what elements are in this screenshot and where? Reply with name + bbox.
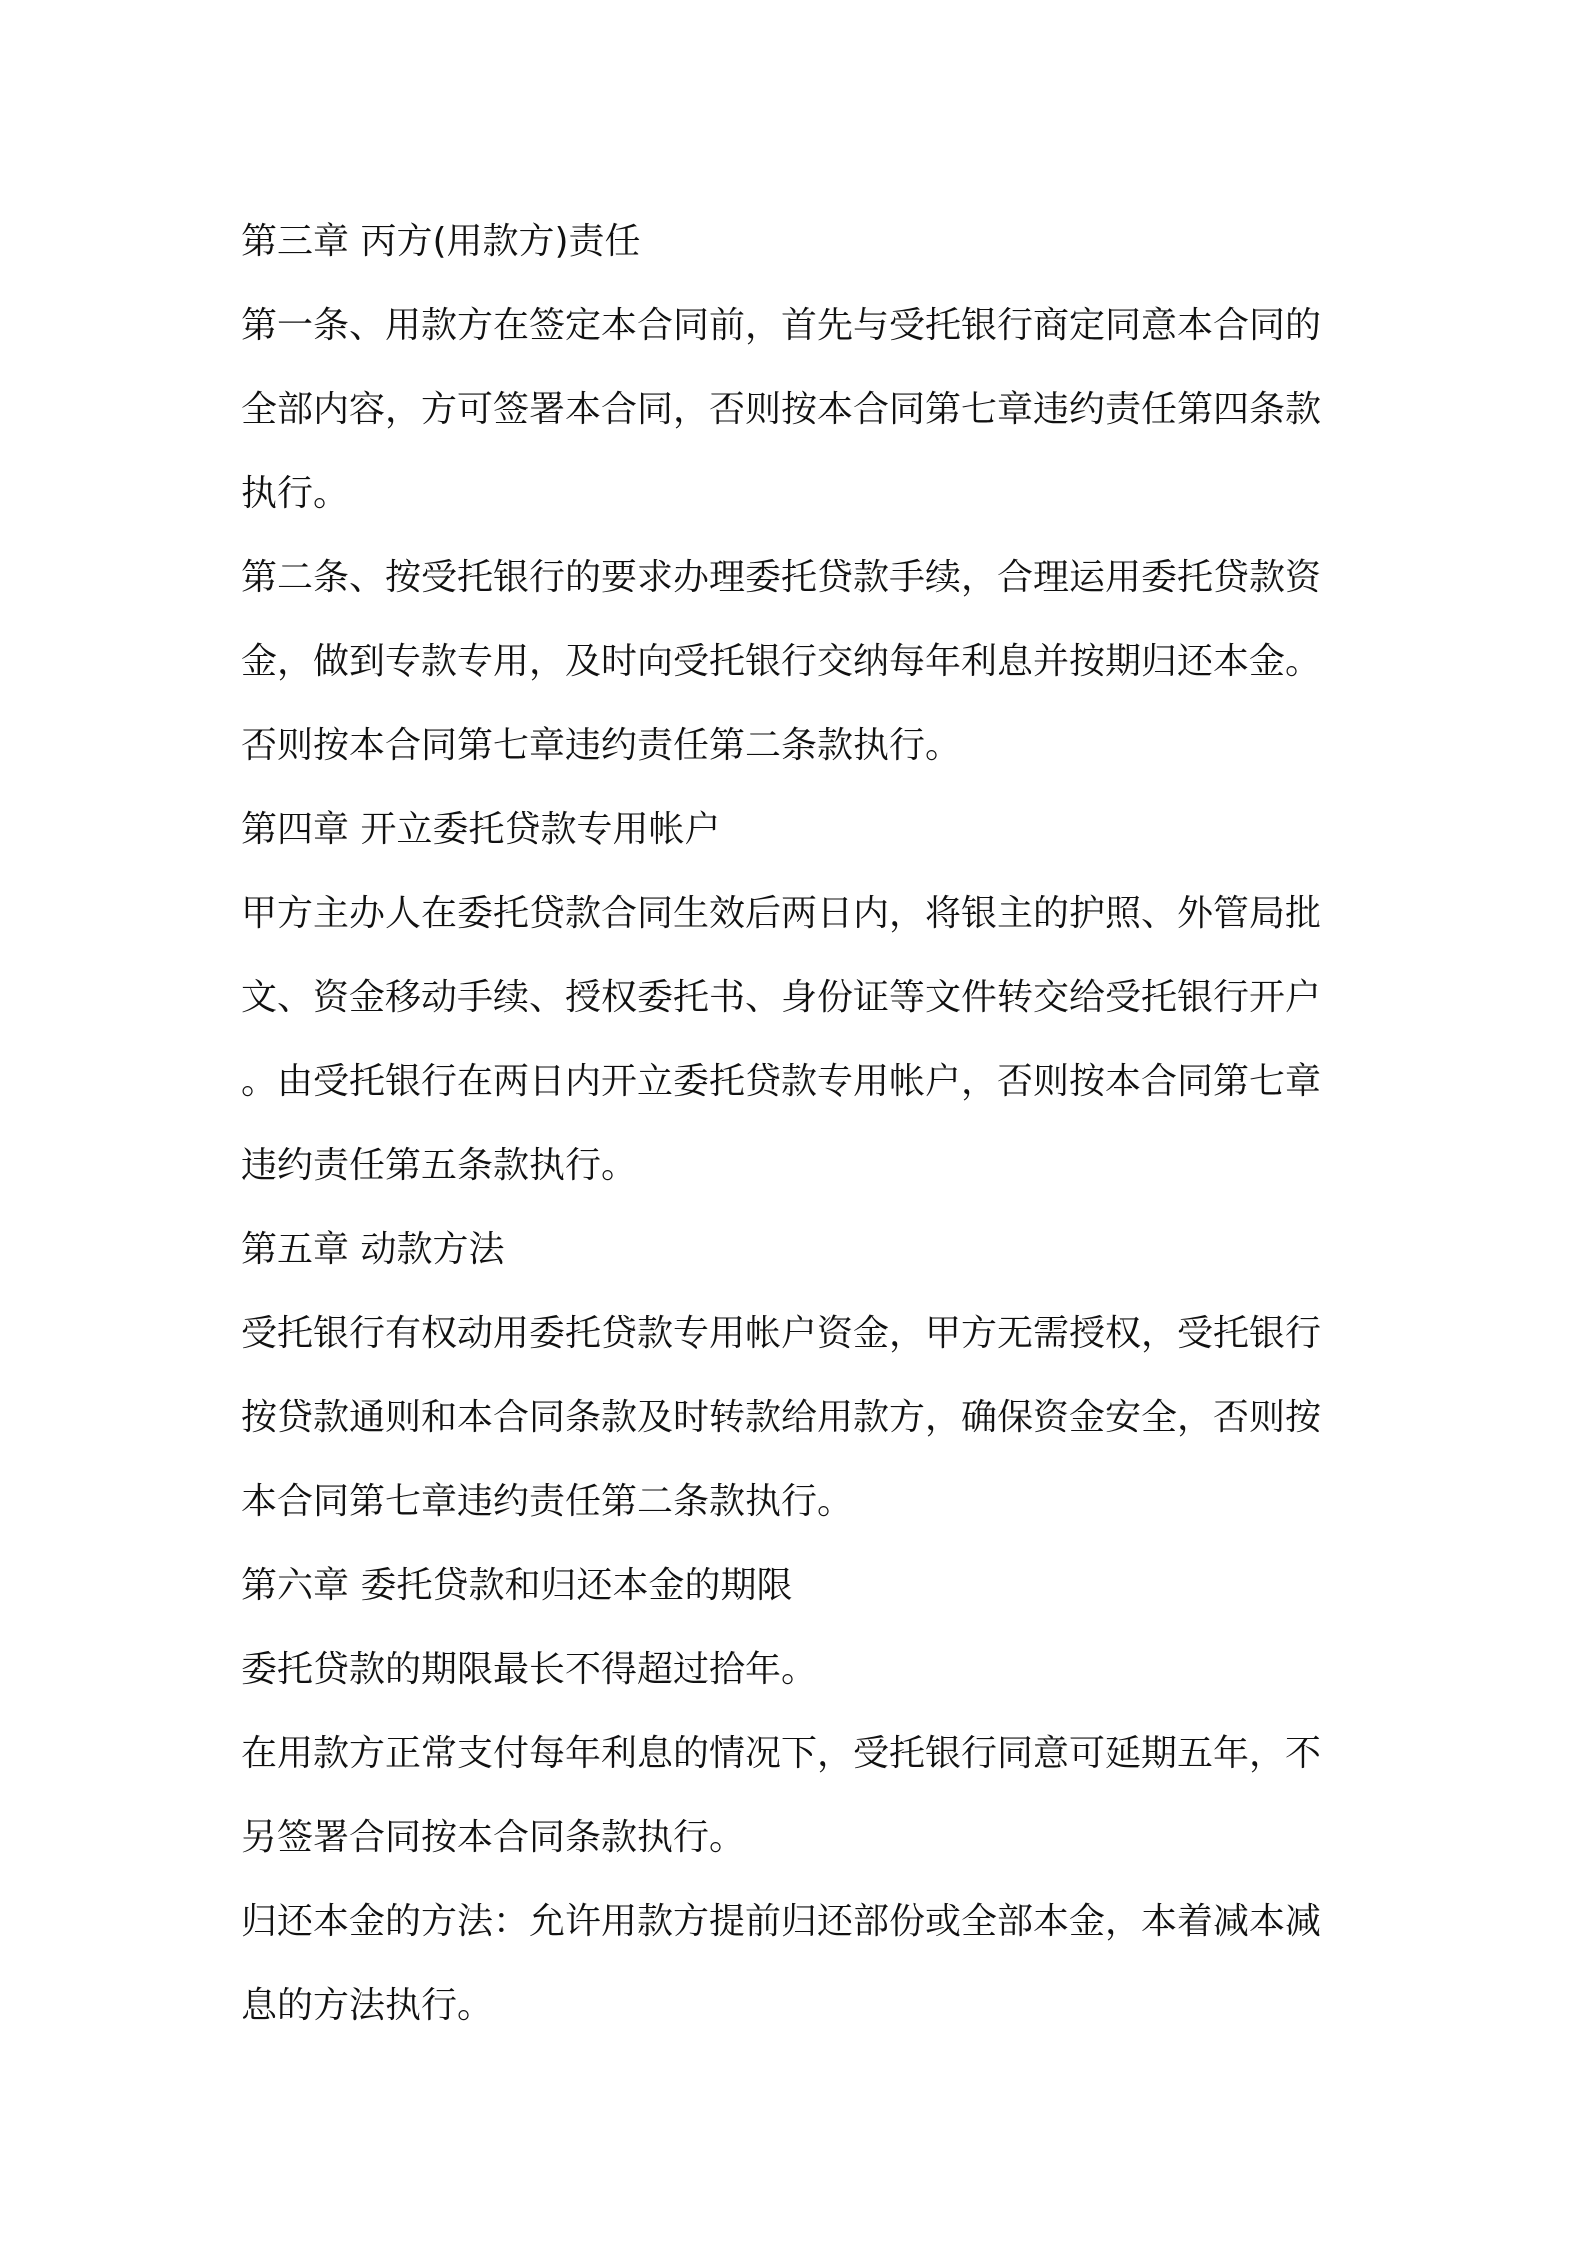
chapter-5-heading: 第五章 动款方法 [241, 1229, 505, 1270]
text-line: 归还本金的方法：允许用款方提前归还部份或全部本金，本着减本减 [241, 1901, 1322, 1942]
text-line: 按贷款通则和本合同条款及时转款给用款方，确保资金安全，否则按 [241, 1397, 1322, 1438]
chapter-6-heading: 第六章 委托贷款和归还本金的期限 [241, 1565, 793, 1606]
text-line: 受托银行有权动用委托贷款专用帐户资金，甲方无需授权，受托银行 [241, 1313, 1322, 1354]
text-line: 文、资金移动手续、授权委托书、身份证等文件转交给受托银行开户 [241, 977, 1322, 1018]
chapter-3-heading: 第三章 丙方(用款方)责任 [241, 221, 641, 262]
text-line: 另签署合同按本合同条款执行。 [241, 1817, 746, 1858]
text-line: 第一条、用款方在签定本合同前，首先与受托银行商定同意本合同的 [241, 305, 1322, 346]
text-line: 违约责任第五条款执行。 [241, 1145, 638, 1186]
document-body [241, 200, 1361, 2048]
text-line: 本合同第七章违约责任第二条款执行。 [241, 1481, 854, 1522]
text-line: 金，做到专款专用，及时向受托银行交纳每年利息并按期归还本金。 [241, 641, 1322, 682]
text-line: 息的方法执行。 [241, 1985, 494, 2026]
text-line: 委托贷款的期限最长不得超过拾年。 [241, 1649, 818, 1690]
text-line: 全部内容，方可签署本合同，否则按本合同第七章违约责任第四条款 [241, 389, 1322, 430]
text-line: 甲方主办人在委托贷款合同生效后两日内，将银主的护照、外管局批 [241, 893, 1322, 934]
text-line: 在用款方正常支付每年利息的情况下，受托银行同意可延期五年，不 [241, 1733, 1322, 1774]
text-line: 执行。 [241, 473, 350, 514]
text-line: 否则按本合同第七章违约责任第二条款执行。 [241, 725, 962, 766]
chapter-4-heading: 第四章 开立委托贷款专用帐户 [241, 809, 721, 850]
text-line: 第二条、按受托银行的要求办理委托贷款手续，合理运用委托贷款资 [241, 557, 1322, 598]
text-line: 。由受托银行在两日内开立委托贷款专用帐户，否则按本合同第七章 [241, 1061, 1322, 1102]
